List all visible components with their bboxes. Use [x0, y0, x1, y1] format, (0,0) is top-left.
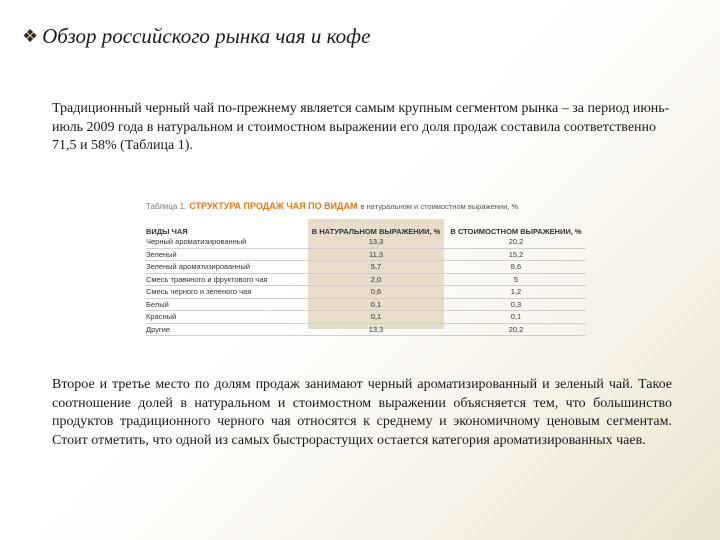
cell-cost: 1,2 [510, 287, 522, 296]
cell-cost: 5 [513, 274, 519, 284]
cell-natural: 0,1 [370, 312, 382, 321]
header-cost: В СТОИМОСТНОМ ВЫРАЖЕНИИ, % [450, 227, 582, 236]
table-row [146, 261, 586, 274]
table-caption-subtitle: в натуральном и стоимостном выражении, % [360, 201, 519, 211]
table-rows [146, 236, 586, 336]
cell-tea-type: Смесь черного и зеленого чая [146, 287, 252, 296]
cell-natural: 2,0 [370, 274, 382, 284]
table-row [146, 249, 586, 262]
cell-tea-type: Белый [146, 299, 169, 309]
cell-cost: 8,6 [510, 262, 522, 271]
cell-natural: 11,3 [368, 249, 384, 259]
cell-cost: 0,3 [510, 299, 522, 309]
table-row [146, 274, 586, 287]
diamond-bullet-icon: ❖ [22, 26, 39, 46]
sales-structure-table [146, 197, 586, 334]
cell-tea-type: Смесь травяного и фруктового чая [146, 274, 268, 284]
table-row [146, 299, 586, 312]
table-header-row [146, 219, 586, 235]
table-row [146, 286, 586, 299]
cell-cost: 0,1 [510, 312, 522, 321]
cell-tea-type: Зеленый [146, 249, 177, 259]
cell-tea-type: Черный ароматизированный [146, 237, 247, 246]
header-tea-type: ВИДЫ ЧАЯ [146, 227, 188, 236]
table-caption [146, 197, 586, 215]
cell-natural: 0,6 [370, 287, 382, 296]
cell-tea-type: Зеленый ароматизированный [146, 262, 251, 271]
cell-cost: 15,2 [508, 249, 524, 259]
cell-natural: 0,1 [370, 299, 382, 309]
table-row [146, 324, 586, 337]
slide-title-text: Обзор российского рынка чая и кофе [42, 24, 371, 48]
cell-cost: 20,2 [508, 237, 524, 246]
cell-tea-type: Красный [146, 312, 177, 321]
table-caption-title: СТРУКТУРА ПРОДАЖ ЧАЯ ПО ВИДАМ [189, 201, 358, 211]
cell-natural: 5,7 [370, 262, 382, 271]
table-row [146, 311, 586, 324]
cell-natural: 13,3 [368, 324, 384, 334]
header-natural: В НАТУРАЛЬНОМ ВЫРАЖЕНИИ, % [311, 227, 441, 236]
slide-title [22, 24, 370, 49]
paragraph-intro: Традиционный черный чай по-прежнему является самым крупным сегментом рынка – за период июнь-июль 2009 года в натуральном и стоимостном выражении его доля продаж составила соответственно 71,5 и 58% (Таблица 1). [52, 101, 670, 153]
table-caption-number: Таблица 1. [146, 201, 187, 211]
cell-tea-type: Другие [146, 324, 171, 334]
cell-natural: 13,3 [368, 237, 384, 246]
table-row [146, 236, 586, 249]
cell-cost: 20,2 [508, 324, 524, 334]
paragraph-analysis: Второе и третье место по долям продаж занимают черный ароматизированный и зеленый чай. Такое соотношение долей в натуральном и стоимостном выражении объясняется тем, что большинство продуктов традиционного черного чая относятся к среднему и экономичному ценовым сегментам. Стоит отметить, что одной из самых быстрорастущих остается категория ароматизированных чаев. [52, 377, 672, 448]
